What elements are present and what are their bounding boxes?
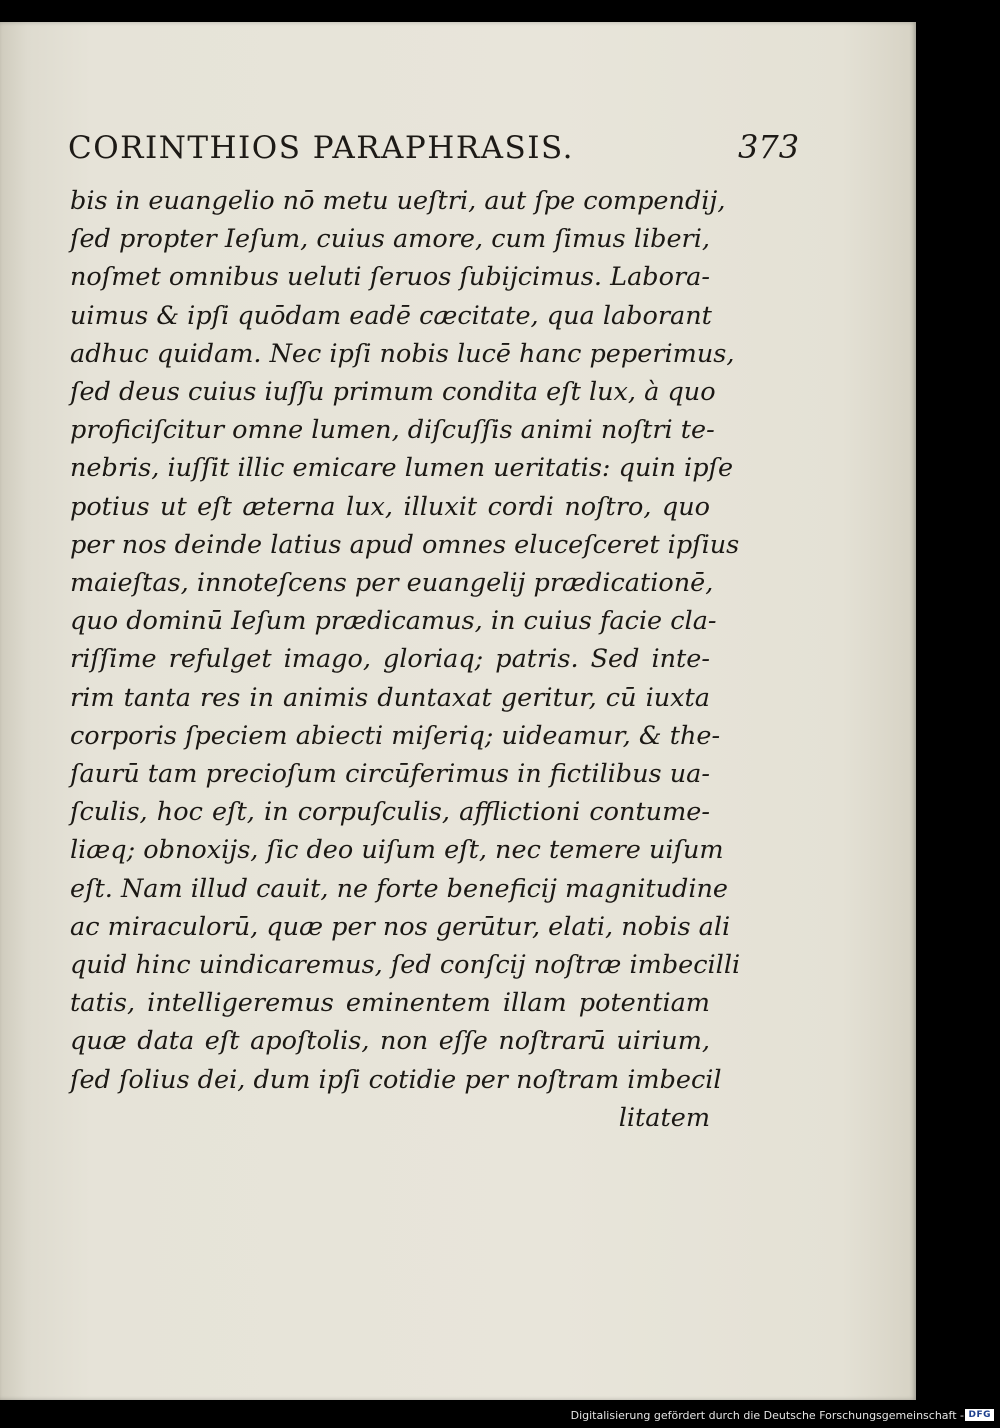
book-page — [0, 22, 916, 1400]
text-line: proficiſcitur omne lumen, diſcuſſis animi noſtri te- — [70, 415, 715, 446]
body-text — [70, 182, 741, 1137]
text-line: maieſtas, innoteſcens per euangelij prædicationē, — [70, 568, 714, 599]
text-line: corporis ſpeciem abiecti miſeriq; uideamur, & the- — [70, 720, 721, 751]
running-head: CORINTHIOS PARAPHRASIS. — [68, 130, 575, 166]
text-line: ac miraculorū, quæ per nos gerūtur, elati, nobis ali — [70, 911, 731, 942]
text-line: riſſime refulget imago, gloriaq; patris. Sed inte- — [70, 644, 710, 675]
text-line: quo dominū Ieſum prædicamus, in cuius facie cla- — [70, 606, 717, 637]
text-line: bis in euangelio nō metu ueſtri, aut ſpe compendij, — [70, 186, 726, 216]
text-line: eſt. Nam illud cauit, ne forte beneficij magnitudine — [70, 873, 729, 904]
text-line: tatis, intelligeremus eminentem illam potentiam — [70, 988, 710, 1019]
text-line: adhuc quidam. Nec ipſi nobis lucē hanc peperimus, — [70, 338, 735, 369]
page-number: 373 — [738, 128, 800, 166]
text-line: potius ut eſt æterna lux, illuxit cordi noſtro, quo — [70, 491, 710, 522]
text-line: ſed propter Ieſum, cuius amore, cum ſimus liberi, — [70, 224, 710, 255]
digitization-credit: Digitalisierung gefördert durch die Deutsche Forschungsgemeinschaft - — [570, 1409, 964, 1422]
text-line: uimus & ipſi quōdam eadē cæcitate, qua laborant — [70, 300, 712, 331]
text-line: noſmet omnibus ueluti ſeruos ſubijcimus. Labora- — [70, 262, 710, 293]
text-line: litatem — [618, 1102, 710, 1133]
text-line: nebris, iuſſit illic emicare lumen ueritatis: quin ipſe — [70, 453, 734, 484]
text-line: liæq; obnoxijs, ſic deo uiſum eſt, nec temere uiſum — [70, 835, 724, 866]
footer-bar — [0, 1400, 1000, 1428]
text-line: ſaurū tam precioſum circūferimus in fictilibus ua- — [70, 759, 710, 790]
text-line: ſed deus cuius iuſſu primum condita eſt lux, à quo — [70, 377, 716, 408]
dfg-logo-icon: DFG — [965, 1409, 994, 1421]
text-line: quid hinc uindicaremus, ſed conſcij noſtræ imbecilli — [70, 950, 741, 981]
text-line: ſculis, hoc eſt, in corpuſculis, afflictioni contume- — [70, 797, 710, 828]
text-line: ſed ſolius dei, dum ipſi cotidie per noſtram imbecil — [70, 1064, 722, 1095]
text-line: rim tanta res in animis duntaxat geritur, cū iuxta — [70, 682, 710, 713]
text-line: per nos deinde latius apud omnes eluceſceret ipſius — [70, 529, 740, 560]
text-line: quæ data eſt apoſtolis, non eſſe noſtrarū uirium, — [70, 1026, 710, 1057]
